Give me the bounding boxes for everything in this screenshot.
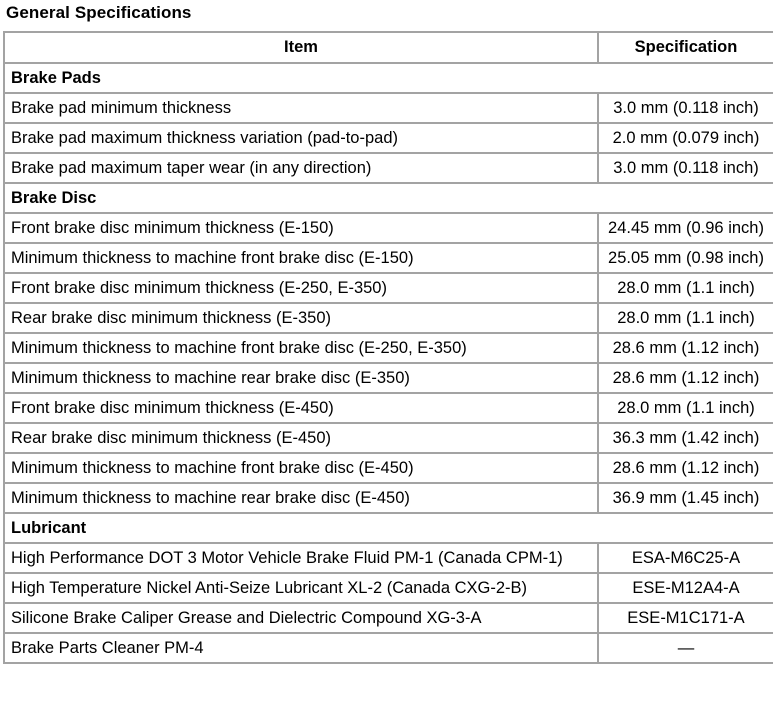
table-row	[4, 423, 773, 453]
item-cell: High Performance DOT 3 Motor Vehicle Brake Fluid PM-1 (Canada CPM-1)	[4, 543, 598, 573]
table-row	[4, 123, 773, 153]
item-cell: Minimum thickness to machine rear brake disc (E-350)	[4, 363, 598, 393]
table-row	[4, 573, 773, 603]
item-cell: Brake pad maximum thickness variation (pad-to-pad)	[4, 123, 598, 153]
specification-column-header: Specification	[598, 32, 773, 63]
table-row	[4, 363, 773, 393]
specification-cell: 28.6 mm (1.12 inch)	[598, 363, 773, 393]
item-cell: Minimum thickness to machine front brake disc (E-450)	[4, 453, 598, 483]
section-heading: Brake Pads	[4, 63, 773, 93]
specification-cell: 28.0 mm (1.1 inch)	[598, 273, 773, 303]
item-cell: Rear brake disc minimum thickness (E-350)	[4, 303, 598, 333]
item-cell: Rear brake disc minimum thickness (E-450)	[4, 423, 598, 453]
table-row	[4, 393, 773, 423]
table-row	[4, 93, 773, 123]
table-row	[4, 453, 773, 483]
section-row	[4, 63, 773, 93]
specification-cell: 36.9 mm (1.45 inch)	[598, 483, 773, 513]
specification-cell: 28.6 mm (1.12 inch)	[598, 453, 773, 483]
specification-cell: —	[598, 633, 773, 663]
item-cell: Minimum thickness to machine front brake disc (E-150)	[4, 243, 598, 273]
specification-cell: ESE-M1C171-A	[598, 603, 773, 633]
table-body	[4, 63, 773, 663]
table-row	[4, 543, 773, 573]
item-cell: Front brake disc minimum thickness (E-150)	[4, 213, 598, 243]
item-cell: High Temperature Nickel Anti-Seize Lubricant XL-2 (Canada CXG-2-B)	[4, 573, 598, 603]
table-row	[4, 603, 773, 633]
specification-cell: 2.0 mm (0.079 inch)	[598, 123, 773, 153]
table-row	[4, 243, 773, 273]
item-cell: Minimum thickness to machine rear brake disc (E-450)	[4, 483, 598, 513]
specification-cell: 28.0 mm (1.1 inch)	[598, 393, 773, 423]
item-cell: Front brake disc minimum thickness (E-250, E-350)	[4, 273, 598, 303]
specification-cell: ESA-M6C25-A	[598, 543, 773, 573]
specification-cell: 28.6 mm (1.12 inch)	[598, 333, 773, 363]
item-cell: Front brake disc minimum thickness (E-450)	[4, 393, 598, 423]
table-header-row	[4, 32, 773, 63]
item-cell: Brake pad maximum taper wear (in any direction)	[4, 153, 598, 183]
specification-cell: 3.0 mm (0.118 inch)	[598, 153, 773, 183]
specification-cell: 25.05 mm (0.98 inch)	[598, 243, 773, 273]
section-heading: Lubricant	[4, 513, 773, 543]
page-title: General Specifications	[6, 3, 192, 22]
section-heading: Brake Disc	[4, 183, 773, 213]
table-row	[4, 213, 773, 243]
table-row	[4, 633, 773, 663]
specification-cell: 3.0 mm (0.118 inch)	[598, 93, 773, 123]
item-cell: Silicone Brake Caliper Grease and Dielectric Compound XG-3-A	[4, 603, 598, 633]
specifications-table	[3, 31, 773, 664]
item-cell: Minimum thickness to machine front brake disc (E-250, E-350)	[4, 333, 598, 363]
specification-cell: 24.45 mm (0.96 inch)	[598, 213, 773, 243]
item-column-header: Item	[4, 32, 598, 63]
item-cell: Brake Parts Cleaner PM-4	[4, 633, 598, 663]
item-cell: Brake pad minimum thickness	[4, 93, 598, 123]
table-row	[4, 483, 773, 513]
table-row	[4, 273, 773, 303]
section-row	[4, 183, 773, 213]
section-row	[4, 513, 773, 543]
table-row	[4, 153, 773, 183]
table-row	[4, 303, 773, 333]
table-row	[4, 333, 773, 363]
specification-cell: ESE-M12A4-A	[598, 573, 773, 603]
specification-cell: 36.3 mm (1.42 inch)	[598, 423, 773, 453]
specification-cell: 28.0 mm (1.1 inch)	[598, 303, 773, 333]
